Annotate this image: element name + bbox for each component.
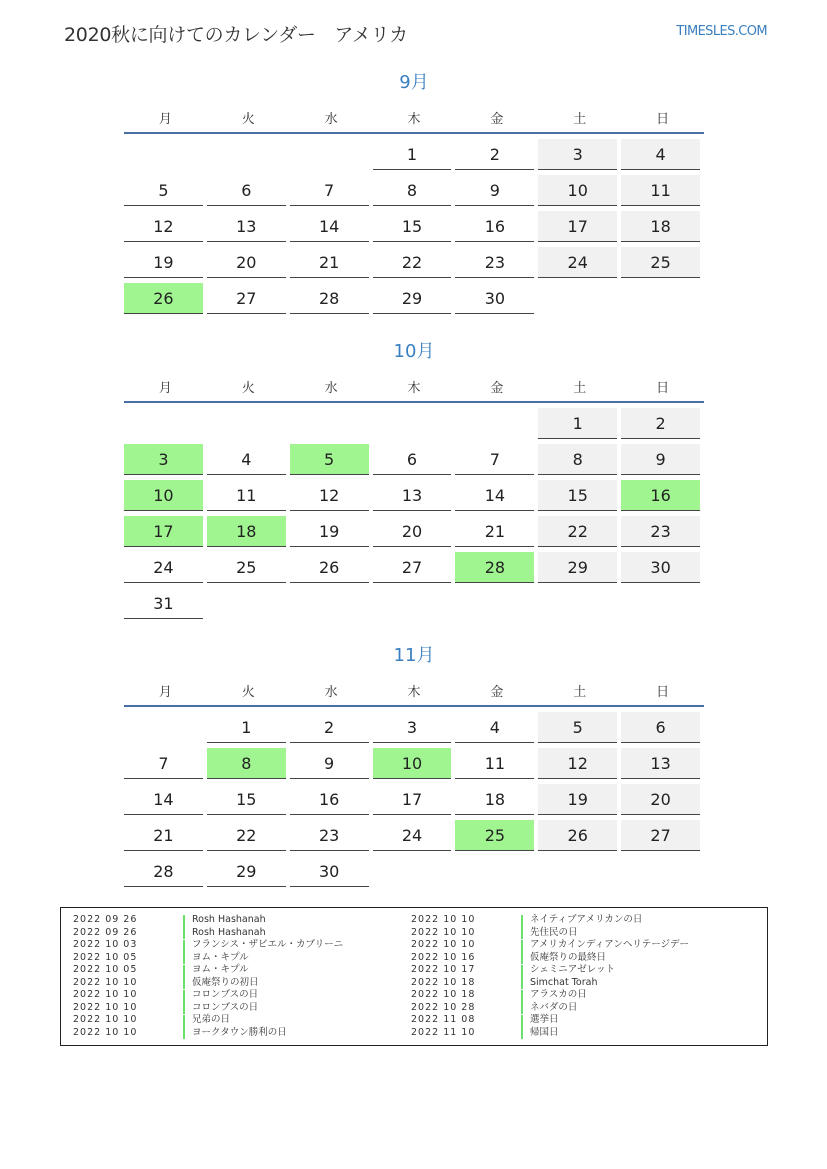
holiday-name: ヨム・キプル [192, 964, 249, 975]
week-row [124, 444, 704, 480]
weekday-label: 日 [656, 111, 670, 127]
weekend-day-cell: 4 [621, 139, 700, 170]
week-row [124, 748, 704, 784]
day-cell: 30 [290, 856, 369, 887]
day-cell: 31 [124, 588, 203, 619]
holiday-day-cell: 16 [621, 480, 700, 511]
day-cell: 24 [373, 820, 452, 851]
holiday-marker [183, 990, 185, 1002]
week-row [124, 408, 704, 444]
holiday-name: ネイティブアメリカンの日 [530, 914, 643, 925]
holiday-marker [521, 1027, 523, 1039]
holiday-marker [521, 1015, 523, 1027]
day-cell: 15 [207, 784, 286, 815]
holiday-day-cell: 25 [455, 820, 534, 851]
weekend-day-cell: 26 [538, 820, 617, 851]
holiday-day-cell: 10 [373, 748, 452, 779]
day-cell: 22 [207, 820, 286, 851]
weekday-label: 水 [324, 684, 338, 700]
day-cell: 7 [124, 748, 203, 779]
holiday-date: 2022 10 10 [73, 976, 138, 988]
holiday-list-right-column [411, 914, 689, 1039]
day-cell: 23 [290, 820, 369, 851]
holiday-marker [183, 915, 185, 927]
day-cell: 20 [207, 247, 286, 278]
day-cell: 21 [124, 820, 203, 851]
empty-day-cell [538, 856, 617, 887]
weekday-header [124, 102, 704, 132]
holiday-name: ネバダの日 [530, 1001, 578, 1013]
holiday-day-cell: 26 [124, 283, 203, 314]
day-cell: 5 [124, 175, 203, 206]
holiday-day-cell: 17 [124, 516, 203, 547]
holiday-entry [411, 977, 689, 990]
weekend-day-cell: 30 [621, 552, 700, 583]
day-cell: 12 [124, 211, 203, 242]
weekend-day-cell: 5 [538, 712, 617, 743]
weekday-label: 日 [656, 380, 670, 396]
weekday-label: 木 [407, 111, 421, 127]
week-row [124, 139, 704, 175]
empty-day-cell [207, 139, 286, 170]
weekday-label: 水 [324, 111, 338, 127]
page-title: 2020秋に向けてのカレンダー アメリカ [64, 24, 408, 46]
month-title: 11月 [393, 645, 435, 666]
header-divider [124, 132, 704, 134]
day-cell: 16 [455, 211, 534, 242]
day-cell: 19 [124, 247, 203, 278]
empty-day-cell [124, 712, 203, 743]
day-cell: 28 [124, 856, 203, 887]
weekday-label: 日 [656, 684, 670, 700]
day-cell: 12 [290, 480, 369, 511]
header-divider [124, 705, 704, 707]
holiday-entry [411, 914, 689, 927]
day-cell: 25 [207, 552, 286, 583]
day-cell: 17 [373, 784, 452, 815]
day-cell: 1 [373, 139, 452, 170]
holiday-date: 2022 10 10 [411, 914, 476, 925]
holiday-marker [183, 952, 185, 964]
empty-day-cell [621, 283, 700, 314]
month-calendar [124, 339, 704, 624]
holiday-marker [183, 1015, 185, 1027]
holiday-entry [73, 1014, 343, 1027]
holiday-name: ヨム・キプル [192, 951, 249, 963]
day-cell: 3 [373, 712, 452, 743]
month-calendar [124, 70, 704, 319]
day-cell: 2 [290, 712, 369, 743]
holiday-entry [411, 1002, 689, 1015]
day-cell: 14 [455, 480, 534, 511]
holiday-name: 先住民の日 [530, 926, 578, 938]
weekend-day-cell: 27 [621, 820, 700, 851]
holiday-marker [183, 977, 185, 989]
holiday-marker [521, 965, 523, 977]
weekday-header [124, 371, 704, 401]
holiday-name: 仮庵祭りの最終日 [530, 951, 607, 963]
week-row [124, 175, 704, 211]
day-cell: 18 [455, 784, 534, 815]
empty-day-cell [124, 408, 203, 439]
holiday-date: 2022 10 10 [73, 1001, 138, 1013]
weekend-day-cell: 29 [538, 552, 617, 583]
holiday-entry [73, 989, 343, 1002]
holiday-entry [411, 952, 689, 965]
holiday-name: ヨークタウン勝利の日 [192, 1026, 287, 1038]
holiday-date: 2022 10 10 [411, 926, 476, 938]
week-row [124, 856, 704, 892]
weekday-label: 火 [241, 684, 255, 700]
holiday-date: 2022 10 10 [73, 1026, 138, 1038]
empty-day-cell [455, 588, 534, 619]
weekend-day-cell: 13 [621, 748, 700, 779]
week-row [124, 247, 704, 283]
holiday-marker [521, 940, 523, 952]
weekday-label: 金 [490, 380, 504, 396]
weekend-day-cell: 9 [621, 444, 700, 475]
holiday-date: 2022 10 16 [411, 951, 476, 963]
holiday-date: 2022 10 05 [73, 951, 138, 963]
day-cell: 13 [373, 480, 452, 511]
holiday-date: 2022 10 18 [411, 976, 476, 988]
day-cell: 15 [373, 211, 452, 242]
day-cell: 16 [290, 784, 369, 815]
week-row [124, 211, 704, 247]
holiday-list [60, 907, 768, 1046]
weekend-day-cell: 25 [621, 247, 700, 278]
day-cell: 9 [455, 175, 534, 206]
holiday-entry [411, 1027, 689, 1040]
holiday-entry [411, 939, 689, 952]
empty-day-cell [538, 283, 617, 314]
brand-logo[interactable]: TIMESLES.COM [676, 24, 767, 39]
holiday-date: 2022 11 08 [411, 1014, 476, 1025]
holiday-entry [73, 952, 343, 965]
week-row [124, 820, 704, 856]
day-cell: 29 [207, 856, 286, 887]
day-cell: 11 [455, 748, 534, 779]
day-cell: 8 [373, 175, 452, 206]
weekend-day-cell: 1 [538, 408, 617, 439]
empty-day-cell [373, 856, 452, 887]
holiday-name: Rosh Hashanah [192, 914, 266, 925]
holiday-date: 2022 09 26 [73, 914, 138, 925]
day-cell: 6 [373, 444, 452, 475]
holiday-name: Simchat Torah [530, 976, 598, 988]
month-title: 9月 [399, 72, 429, 93]
empty-day-cell [290, 588, 369, 619]
day-cell: 19 [290, 516, 369, 547]
day-cell: 6 [207, 175, 286, 206]
holiday-entry [73, 964, 343, 977]
holiday-marker [183, 1002, 185, 1014]
holiday-entry [73, 914, 343, 927]
weekend-day-cell: 6 [621, 712, 700, 743]
weekday-header [124, 675, 704, 705]
day-cell: 27 [207, 283, 286, 314]
weekend-day-cell: 10 [538, 175, 617, 206]
weekday-label: 月 [158, 684, 172, 700]
weekend-day-cell: 23 [621, 516, 700, 547]
holiday-name: シェミニアゼレット [530, 964, 616, 975]
weekday-label: 火 [241, 111, 255, 127]
holiday-day-cell: 3 [124, 444, 203, 475]
day-cell: 4 [455, 712, 534, 743]
weekend-day-cell: 19 [538, 784, 617, 815]
holiday-entry [73, 977, 343, 990]
holiday-marker [521, 1002, 523, 1014]
month-title: 10月 [393, 341, 435, 362]
week-row [124, 516, 704, 552]
holiday-name: 帰国日 [530, 1026, 559, 1038]
empty-day-cell [207, 588, 286, 619]
weekend-day-cell: 11 [621, 175, 700, 206]
day-cell: 2 [455, 139, 534, 170]
weekday-label: 木 [407, 684, 421, 700]
weekend-day-cell: 2 [621, 408, 700, 439]
holiday-marker [183, 927, 185, 939]
holiday-date: 2022 10 03 [73, 939, 138, 950]
weekend-day-cell: 18 [621, 211, 700, 242]
holiday-entry [411, 989, 689, 1002]
holiday-name: 仮庵祭りの初日 [192, 976, 259, 988]
holiday-name: 兄弟の日 [192, 1014, 231, 1025]
holiday-name: コロンブスの日 [192, 1001, 259, 1013]
holiday-entry [73, 1002, 343, 1015]
month-calendar [124, 643, 704, 892]
weekend-day-cell: 24 [538, 247, 617, 278]
holiday-day-cell: 28 [455, 552, 534, 583]
holiday-date: 2022 09 26 [73, 926, 138, 938]
weekend-day-cell: 22 [538, 516, 617, 547]
day-cell: 7 [290, 175, 369, 206]
day-cell: 24 [124, 552, 203, 583]
holiday-day-cell: 10 [124, 480, 203, 511]
holiday-marker [521, 927, 523, 939]
weekday-label: 月 [158, 111, 172, 127]
holiday-date: 2022 10 17 [411, 964, 476, 975]
empty-day-cell [455, 408, 534, 439]
empty-day-cell [290, 139, 369, 170]
holiday-name: コロンブスの日 [192, 989, 259, 1000]
day-cell: 20 [373, 516, 452, 547]
holiday-marker [521, 952, 523, 964]
weekend-day-cell: 20 [621, 784, 700, 815]
holiday-date: 2022 11 10 [411, 1026, 476, 1038]
weekday-label: 水 [324, 380, 338, 396]
day-cell: 23 [455, 247, 534, 278]
weekday-label: 木 [407, 380, 421, 396]
empty-day-cell [207, 408, 286, 439]
header-divider [124, 401, 704, 403]
day-cell: 30 [455, 283, 534, 314]
holiday-entry [411, 1014, 689, 1027]
week-row [124, 480, 704, 516]
weekday-label: 金 [490, 684, 504, 700]
holiday-name: Rosh Hashanah [192, 926, 266, 938]
holiday-day-cell: 18 [207, 516, 286, 547]
empty-day-cell [538, 588, 617, 619]
weekday-label: 土 [573, 380, 587, 396]
weekend-day-cell: 8 [538, 444, 617, 475]
week-row [124, 784, 704, 820]
holiday-entry [73, 1027, 343, 1040]
weekday-label: 月 [158, 380, 172, 396]
day-cell: 28 [290, 283, 369, 314]
holiday-name: アラスカの日 [530, 989, 587, 1000]
week-row [124, 283, 704, 319]
holiday-date: 2022 10 10 [411, 939, 476, 950]
empty-day-cell [124, 139, 203, 170]
weekday-label: 火 [241, 380, 255, 396]
day-cell: 21 [290, 247, 369, 278]
empty-day-cell [373, 408, 452, 439]
empty-day-cell [373, 588, 452, 619]
week-row [124, 712, 704, 748]
holiday-date: 2022 10 10 [73, 989, 138, 1000]
empty-day-cell [455, 856, 534, 887]
holiday-entry [411, 927, 689, 940]
holiday-date: 2022 10 18 [411, 989, 476, 1000]
day-cell: 9 [290, 748, 369, 779]
week-row [124, 588, 704, 624]
day-cell: 1 [207, 712, 286, 743]
weekday-label: 土 [573, 684, 587, 700]
holiday-list-left-column [73, 914, 343, 1039]
weekend-day-cell: 12 [538, 748, 617, 779]
weekend-day-cell: 3 [538, 139, 617, 170]
holiday-entry [73, 939, 343, 952]
holiday-marker [521, 977, 523, 989]
empty-day-cell [290, 408, 369, 439]
week-row [124, 552, 704, 588]
weekday-label: 金 [490, 111, 504, 127]
day-cell: 26 [290, 552, 369, 583]
holiday-marker [521, 915, 523, 927]
day-cell: 22 [373, 247, 452, 278]
holiday-date: 2022 10 10 [73, 1014, 138, 1025]
weekend-day-cell: 17 [538, 211, 617, 242]
holiday-day-cell: 8 [207, 748, 286, 779]
weekend-day-cell: 15 [538, 480, 617, 511]
holiday-marker [183, 940, 185, 952]
empty-day-cell [621, 856, 700, 887]
holiday-marker [521, 990, 523, 1002]
holiday-name: 選挙日 [530, 1014, 559, 1025]
holiday-marker [183, 965, 185, 977]
day-cell: 4 [207, 444, 286, 475]
holiday-name: アメリカインディアンヘリテージデー [530, 939, 690, 950]
day-cell: 7 [455, 444, 534, 475]
day-cell: 11 [207, 480, 286, 511]
holiday-entry [411, 964, 689, 977]
day-cell: 14 [124, 784, 203, 815]
day-cell: 13 [207, 211, 286, 242]
holiday-name: フランシス・ザビエル・カブリーニ [192, 939, 344, 950]
weekday-label: 土 [573, 111, 587, 127]
day-cell: 21 [455, 516, 534, 547]
holiday-marker [183, 1027, 185, 1039]
holiday-date: 2022 10 05 [73, 964, 138, 975]
day-cell: 14 [290, 211, 369, 242]
holiday-day-cell: 5 [290, 444, 369, 475]
day-cell: 27 [373, 552, 452, 583]
holiday-entry [73, 927, 343, 940]
empty-day-cell [621, 588, 700, 619]
day-cell: 29 [373, 283, 452, 314]
holiday-date: 2022 10 28 [411, 1001, 476, 1013]
